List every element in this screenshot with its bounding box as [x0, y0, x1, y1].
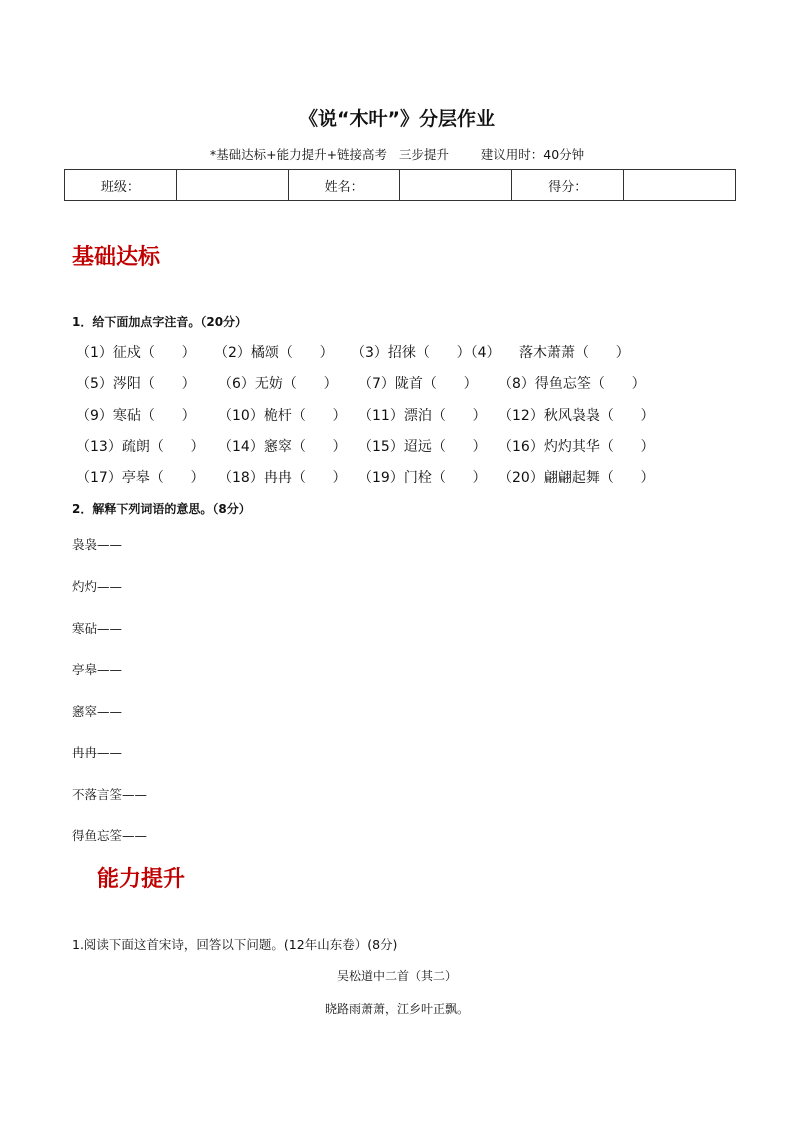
pinyin-row [72, 342, 630, 366]
definition-line: 亭皋—— [72, 662, 123, 677]
pinyin-row [72, 436, 655, 460]
pinyin-item: （6）无妨（ ） [218, 376, 338, 392]
definition-line: 灼灼—— [72, 579, 123, 594]
pinyin-item: （17）亭皋（ ） [76, 470, 205, 486]
definition-line: 得鱼忘筌—— [72, 828, 148, 843]
pinyin-item: 落木萧萧（ ） [519, 345, 630, 361]
poem-title: 吴松道中二首（其二） [336, 969, 457, 983]
question-2-title: 2．解释下列词语的意思。（8分） [72, 502, 251, 516]
definition-line: 冉冉—— [72, 745, 123, 760]
pinyin-row [72, 373, 646, 397]
pinyin-item: （10）桅杆（ ） [218, 408, 347, 424]
pinyin-item: （3）招徕（ ）（4） [351, 345, 501, 361]
question-1-title: 1．给下面加点字注音。（20分） [72, 315, 248, 329]
reading-question-title: 1.阅读下面这首宋诗，回答以下问题。(12年山东卷）(8分) [72, 937, 398, 952]
definition-line: 不落言筌—— [72, 787, 148, 802]
name-label: 姓名： [288, 170, 400, 201]
class-label: 班级： [65, 170, 177, 201]
pinyin-item: （16）灼灼其华（ ） [498, 439, 655, 455]
pinyin-item: （19）门栓（ ） [358, 470, 487, 486]
name-field[interactable] [400, 170, 512, 201]
pinyin-item: （20）翩翩起舞（ ） [498, 470, 655, 486]
pinyin-row [72, 467, 655, 491]
pinyin-row [72, 405, 655, 429]
pinyin-item: （14）窸窣（ ） [218, 439, 347, 455]
document-title: 《说“木叶”》分层作业 [299, 108, 495, 130]
pinyin-item: （18）冉冉（ ） [218, 470, 347, 486]
pinyin-item: （5）涔阳（ ） [76, 376, 196, 392]
info-table-row [65, 170, 736, 201]
definition-line: 袅袅—— [72, 537, 123, 552]
pinyin-item: （9）寒砧（ ） [76, 408, 196, 424]
pinyin-item: （13）疏朗（ ） [76, 439, 205, 455]
score-field[interactable] [624, 170, 736, 201]
section-title-basic: 基础达标 [72, 244, 161, 270]
definition-line: 寒砧—— [72, 621, 123, 636]
pinyin-item: （12）秋风袅袅（ ） [498, 408, 655, 424]
student-info-table [64, 169, 736, 201]
class-field[interactable] [176, 170, 288, 201]
score-label: 得分： [512, 170, 624, 201]
pinyin-item: （7）陇首（ ） [358, 376, 478, 392]
definition-line: 窸窣—— [72, 704, 123, 719]
document-subtitle: *基础达标+能力提升+链接高考 三步提升 建议用时：40分钟 [209, 147, 585, 162]
pinyin-item: （2）橘颂（ ） [214, 345, 334, 361]
poem-line: 晓路雨萧萧，江乡叶正飘。 [324, 1002, 469, 1016]
pinyin-item: （1）征戍（ ） [76, 345, 196, 361]
pinyin-item: （15）迢远（ ） [358, 439, 487, 455]
pinyin-item: （8）得鱼忘筌（ ） [498, 376, 646, 392]
section-title-advanced: 能力提升 [97, 866, 186, 892]
pinyin-item: （11）漂泊（ ） [358, 408, 487, 424]
